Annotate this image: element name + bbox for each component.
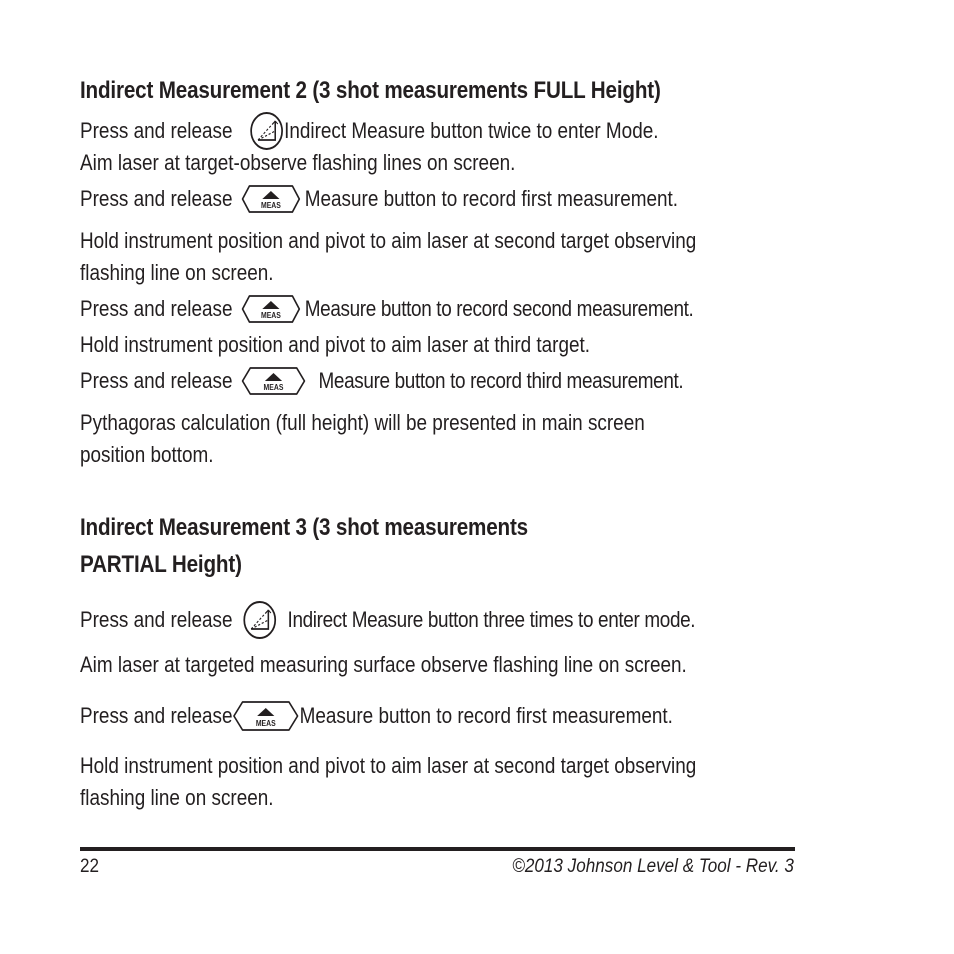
meas-button-icon [241, 294, 301, 324]
s2-step-2: Aim laser at target-observe flashing lines on screen. [80, 150, 516, 175]
s2-step-3: Press and release MEAS Measure button to record first measurement. [80, 183, 678, 215]
indirect-measure-icon [250, 111, 284, 151]
s2-step-7: Hold instrument position and pivot to aim laser at third target. [80, 332, 591, 357]
s3-step-1: Press and release Indirect Measure button three times to enter mode. [80, 600, 695, 640]
footer-divider [80, 847, 795, 851]
s3-step-5: flashing line on screen. [80, 785, 274, 810]
meas-button-icon [241, 184, 301, 214]
s2-step-6: Press and release MEAS Measure button to record second measurement. [80, 293, 693, 325]
svg-text:MEAS: MEAS [256, 718, 276, 729]
s2-step-1: Press and release Indirect Measure button twice to enter Mode. [80, 111, 658, 151]
meas-button-icon [241, 366, 306, 396]
svg-text:MEAS: MEAS [261, 200, 282, 211]
s2-step-5: flashing line on screen. [80, 260, 274, 285]
section-2-heading: Indirect Measurement 2 (3 shot measurements FULL Height) [80, 77, 661, 104]
svg-text:MEAS: MEAS [261, 310, 282, 321]
s2-step-9: Pythagoras calculation (full height) will be presented in main screen [80, 410, 645, 435]
s2-step-8: Press and release MEAS Measure button to record third measurement. [80, 365, 683, 397]
s2-step-10: position bottom. [80, 442, 214, 467]
s3-step-2: Aim laser at targeted measuring surface observe flashing line on screen. [80, 652, 687, 677]
s2-step-4: Hold instrument position and pivot to aim laser at second target observing [80, 228, 697, 253]
indirect-measure-icon [243, 600, 277, 640]
section-3-heading-line-1: Indirect Measurement 3 (3 shot measurements [80, 514, 528, 541]
meas-button-icon [233, 700, 300, 732]
s3-step-4: Hold instrument position and pivot to aim laser at second target observing [80, 753, 697, 778]
copyright-notice: ©2013 Johnson Level & Tool - Rev. 3 [512, 856, 794, 877]
section-3-heading-line-2: PARTIAL Height) [80, 551, 242, 578]
s3-step-3: Press and release MEAS Measure button to record first measurement. [80, 700, 673, 732]
svg-text:MEAS: MEAS [263, 382, 284, 393]
page-number: 22 [80, 856, 100, 877]
